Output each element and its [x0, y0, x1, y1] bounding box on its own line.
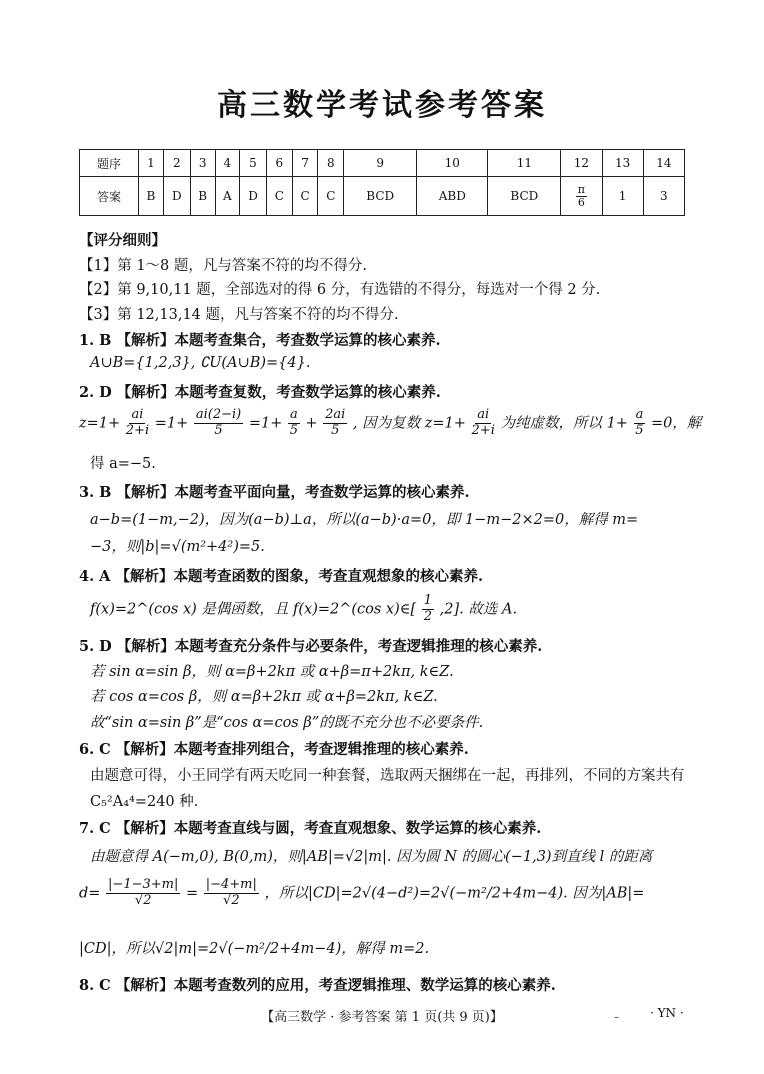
table-cell: D [163, 177, 190, 216]
fraction-denominator: 2+i [471, 422, 495, 438]
fraction-denominator: 6 [577, 195, 585, 209]
page-footer: 【高三数学 · 参考答案 第 1 页(共 9 页)】 [261, 1010, 503, 1025]
q4-line [90, 594, 517, 625]
table-cell: 12 [561, 150, 602, 177]
table-cell: 10 [417, 150, 488, 177]
table-cell: D [240, 177, 267, 216]
table-cell: 2 [163, 150, 190, 177]
table-cell: 14 [643, 150, 684, 177]
q7-equation [79, 878, 644, 909]
fraction [106, 878, 180, 909]
q8-heading: 8. C 【解析】本题考查数列的应用，考查逻辑推理、数学运算的核心素养. [79, 977, 556, 994]
fraction [194, 408, 243, 439]
text: z=1+ [79, 415, 121, 432]
table-cell: 3 [190, 150, 215, 177]
fraction-denominator: 2 [423, 608, 433, 624]
rule-1: 【1】第 1～8 题，凡与答案不符的均不得分. [79, 258, 368, 274]
fraction-numerator: ai [131, 407, 144, 422]
q3-line-1: a−b=(1−m,−2)，因为(a−b)⊥a，所以(a−b)·a=0，即 1−m−2×2=0，解得 m= [90, 512, 639, 528]
table-cell: 3 [643, 177, 684, 216]
fraction [204, 878, 259, 909]
text: =1+ [248, 415, 283, 432]
fraction-numerator: |−4+m| [205, 877, 257, 892]
text: ,2]. 故选 A. [439, 601, 518, 618]
rule-2: 【2】第 9,10,11 题，全部选对的得 6 分，有选错的不得分，每选对一个得 2 分. [79, 282, 601, 298]
row-label: 答案 [80, 177, 139, 216]
table-cell: 1 [602, 177, 643, 216]
q5-line-2: 若 cos α=cos β，则 α=β+2kπ 或 α+β=2kπ, k∈Z. [90, 689, 438, 705]
table-cell: 9 [344, 150, 417, 177]
table-cell: 5 [240, 150, 267, 177]
table-cell: ABD [417, 177, 488, 216]
text: f(x)=2^(cos x) 是偶函数，且 f(x)=2^(cos x)∈[ [90, 601, 417, 618]
table-cell: C [318, 177, 344, 216]
fraction-denominator: 5 [635, 422, 644, 438]
q7-line-1: 由题意得 A(−m,0), B(0,m)，则|AB|=√2|m|. 因为圆 N 的圆心(−1,3)到直线 l 的距离 [90, 849, 653, 865]
text: =1+ [154, 415, 189, 432]
q2-equation [79, 408, 701, 439]
text: ，所以|CD|=2√(4−d²)=2√(−m²/2+4m−4). 因为|AB|= [264, 885, 645, 902]
q6-line-2: C₅²A₄⁴=240 种. [90, 794, 199, 810]
fraction [323, 408, 347, 439]
table-cell: 1 [139, 150, 164, 177]
table-cell: 4 [215, 150, 239, 177]
q3-line-2: −3，则|b|=√(m²+4²)=5. [90, 539, 265, 555]
fraction-denominator: √2 [134, 892, 152, 908]
fraction [472, 408, 495, 439]
text: =0，解 [650, 415, 702, 432]
table-cell: A [215, 177, 239, 216]
table-cell: C [292, 177, 318, 216]
fraction-denominator: 5 [331, 422, 340, 438]
q7-line-3: |CD|，所以√2|m|=2√(−m²/2+4m−4)，解得 m=2. [79, 941, 430, 957]
text: , 因为复数 z=1+ [352, 415, 466, 432]
q6-line-1: 由题意可得，小王同学有两天吃同一种套餐，选取两天捆绑在一起，再排列，不同的方案共有 [90, 768, 685, 784]
fraction-denominator: 5 [289, 422, 298, 438]
q2-line-2: 得 a=−5. [90, 456, 156, 472]
answer-table [79, 149, 685, 216]
page-title: 高三数学考试参考答案 [217, 88, 547, 123]
table-cell: BCD [344, 177, 417, 216]
rule-3: 【3】第 12,13,14 题，凡与答案不符的均不得分. [79, 307, 399, 323]
q2-heading: 2. D 【解析】本题考查复数，考查数学运算的核心素养. [79, 384, 441, 401]
rules-heading: 【评分细则】 [79, 232, 166, 249]
text: = [185, 885, 199, 902]
table-row-numbers [80, 150, 685, 177]
table-row-answers [80, 177, 685, 216]
q4-heading: 4. A 【解析】本题考查函数的图象，考查直观想象的核心素养. [79, 568, 484, 585]
footer-dash: – [614, 1012, 619, 1023]
footer-badge: · YN · [650, 1006, 684, 1020]
fraction [288, 408, 300, 439]
fraction-numerator: ai [477, 407, 490, 422]
fraction-denominator: 2+i [125, 422, 150, 438]
fraction [126, 408, 149, 439]
text: d= [79, 885, 101, 902]
fraction [576, 184, 587, 208]
table-cell: C [266, 177, 292, 216]
text: + [305, 415, 318, 432]
q6-heading: 6. C 【解析】本题考查排列组合，考查逻辑推理的核心素养. [79, 741, 469, 758]
text: 为纯虚数，所以 1+ [500, 415, 628, 432]
q3-heading: 3. B 【解析】本题考查平面向量，考查数学运算的核心素养. [79, 484, 470, 501]
q5-heading: 5. D 【解析】本题考查充分条件与必要条件，考查逻辑推理的核心素养. [79, 638, 543, 655]
table-cell: 8 [318, 150, 344, 177]
table-cell: BCD [488, 177, 561, 216]
fraction-numerator: |−1−3+m| [108, 877, 179, 892]
fraction-numerator: 1 [423, 593, 433, 608]
fraction-numerator: 2ai [325, 407, 346, 422]
table-cell: B [139, 177, 164, 216]
q5-line-1: 若 sin α=sin β，则 α=β+2kπ 或 α+β=π+2kπ, k∈Z. [90, 664, 454, 680]
table-cell: 7 [292, 150, 318, 177]
fraction [422, 594, 434, 625]
fraction-numerator: ai(2−i) [195, 407, 242, 422]
table-cell: 13 [602, 150, 643, 177]
table-cell: B [190, 177, 215, 216]
q1-line: A∪B={1,2,3}, ∁U(A∪B)={4}. [90, 355, 311, 371]
table-cell: 11 [488, 150, 561, 177]
fraction-denominator: √2 [223, 892, 240, 908]
row-label: 题序 [80, 150, 139, 177]
fraction-numerator: π [577, 182, 586, 196]
q7-heading: 7. C 【解析】本题考查直线与圆，考查直观想象、数学运算的核心素养. [79, 820, 542, 837]
fraction-numerator: a [635, 407, 644, 422]
q5-line-3: 故“sin α=sin β”是“cos α=cos β”的既不充分也不必要条件. [90, 715, 484, 731]
table-cell: 6 [266, 150, 292, 177]
table-cell-fraction [561, 177, 602, 216]
fraction-denominator: 5 [214, 422, 223, 438]
fraction [634, 408, 646, 439]
fraction-numerator: a [289, 407, 298, 422]
q1-heading: 1. B 【解析】本题考查集合，考查数学运算的核心素养. [79, 332, 441, 349]
